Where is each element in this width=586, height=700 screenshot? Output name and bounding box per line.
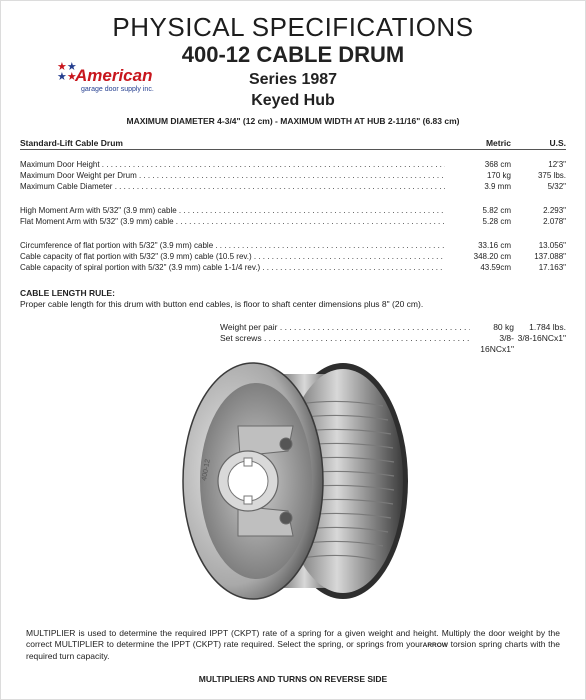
set-screws-label: Set screws . . . <box>220 333 470 344</box>
row-us: 2.078" <box>511 217 566 227</box>
table-row <box>20 206 566 216</box>
row-label: Cable capacity of spiral portion with 5/32" (3.9 mm) cable 1-1/4 rev.) . . . <box>20 263 445 273</box>
row-metric: 170 kg <box>445 171 511 181</box>
footer-note: MULTIPLIERS AND TURNS ON REVERSE SIDE <box>198 674 388 684</box>
set-screws-row <box>220 333 566 354</box>
table-row <box>20 160 566 170</box>
row-metric: 368 cm <box>445 160 511 170</box>
row-metric: 3.9 mm <box>445 182 511 192</box>
row-us: 137.088" <box>511 252 566 262</box>
weight-row <box>220 322 566 333</box>
stars-icon: ★★ ★★ <box>57 61 77 83</box>
keyed-hub <box>218 451 278 511</box>
cable-length-rule-title: CABLE LENGTH RULE: <box>20 288 115 298</box>
table-section-heading: Standard-Lift Cable Drum <box>20 138 123 148</box>
row-label: Flat Moment Arm with 5/32" (3.9 mm) cable . . . <box>20 217 445 227</box>
row-label: Circumference of flat portion with 5/32" (3.9 mm) cable . . . <box>20 241 445 251</box>
table-row <box>20 263 566 273</box>
table-row <box>20 217 566 227</box>
dimensions-line: MAXIMUM DIAMETER 4-3/4" (12 cm) - MAXIMUM WIDTH AT HUB 2-11/16" (6.83 cm) <box>126 116 460 126</box>
weight-label: Weight per pair . . . <box>220 322 470 333</box>
column-header-us: U.S. <box>549 138 566 148</box>
arrow-brand-word: ARROW <box>422 642 448 649</box>
row-us: 13.056" <box>511 241 566 251</box>
drum-marking: 400-12 <box>201 458 212 482</box>
multiplier-text-part2: torsion spring charts with the required turn capacity. <box>26 639 560 661</box>
table-row <box>20 171 566 181</box>
logo-tagline: garage door supply inc. <box>81 86 154 93</box>
product-name: 400-12 CABLE DRUM <box>181 42 405 67</box>
set-screws-metric: 3/8-16NCx1" <box>470 333 514 355</box>
hub-type-label: Keyed Hub <box>251 92 335 109</box>
row-metric: 5.82 cm <box>445 206 511 216</box>
row-metric: 43.59cm <box>445 263 511 273</box>
cable-drum-photo <box>178 356 414 606</box>
row-metric: 5.28 cm <box>445 217 511 227</box>
weight-metric: 80 kg <box>470 322 514 333</box>
row-metric: 348.20 cm <box>445 252 511 262</box>
row-label: High Moment Arm with 5/32" (3.9 mm) cable . . . <box>20 206 445 216</box>
cable-length-rule-text: Proper cable length for this drum with button end cables, is floor to shaft center dimensions plus 8" (20 cm). <box>20 299 424 309</box>
row-us: 5/32" <box>511 182 566 192</box>
row-us: 17.163" <box>511 263 566 273</box>
row-metric: 33.16 cm <box>445 241 511 251</box>
table-row <box>20 252 566 262</box>
multiplier-note <box>26 628 560 662</box>
header-divider <box>20 149 566 150</box>
row-us: 12'3" <box>511 160 566 170</box>
row-label: Maximum Door Height . . . <box>20 160 445 170</box>
multiplier-text-part1: MULTIPLIER is used to determine the required IPPT (CKPT) rate of a spring for a given weight and height. Multiply the door weight by the correct MULTIPLIER to determine the IPPT (CKPT) rate required. Select the spring, or springs from your <box>26 628 560 649</box>
table-row <box>20 241 566 251</box>
row-label: Maximum Door Weight per Drum . . . <box>20 171 445 181</box>
row-us: 2.293" <box>511 206 566 216</box>
table-row <box>20 182 566 192</box>
row-label: Maximum Cable Diameter . . . <box>20 182 445 192</box>
row-us: 375 lbs. <box>511 171 566 181</box>
column-header-metric: Metric <box>485 138 511 148</box>
series-label: Series 1987 <box>248 71 338 88</box>
logo-name: American <box>75 66 153 85</box>
row-label: Cable capacity of flat portion with 5/32" (3.9 mm) cable (10.5 rev.) . . . <box>20 252 445 262</box>
weight-us: 1.784 lbs. <box>516 322 566 333</box>
page-title: PHYSICAL SPECIFICATIONS <box>112 12 474 42</box>
set-screws-us: 3/8-16NCx1" <box>517 333 566 343</box>
